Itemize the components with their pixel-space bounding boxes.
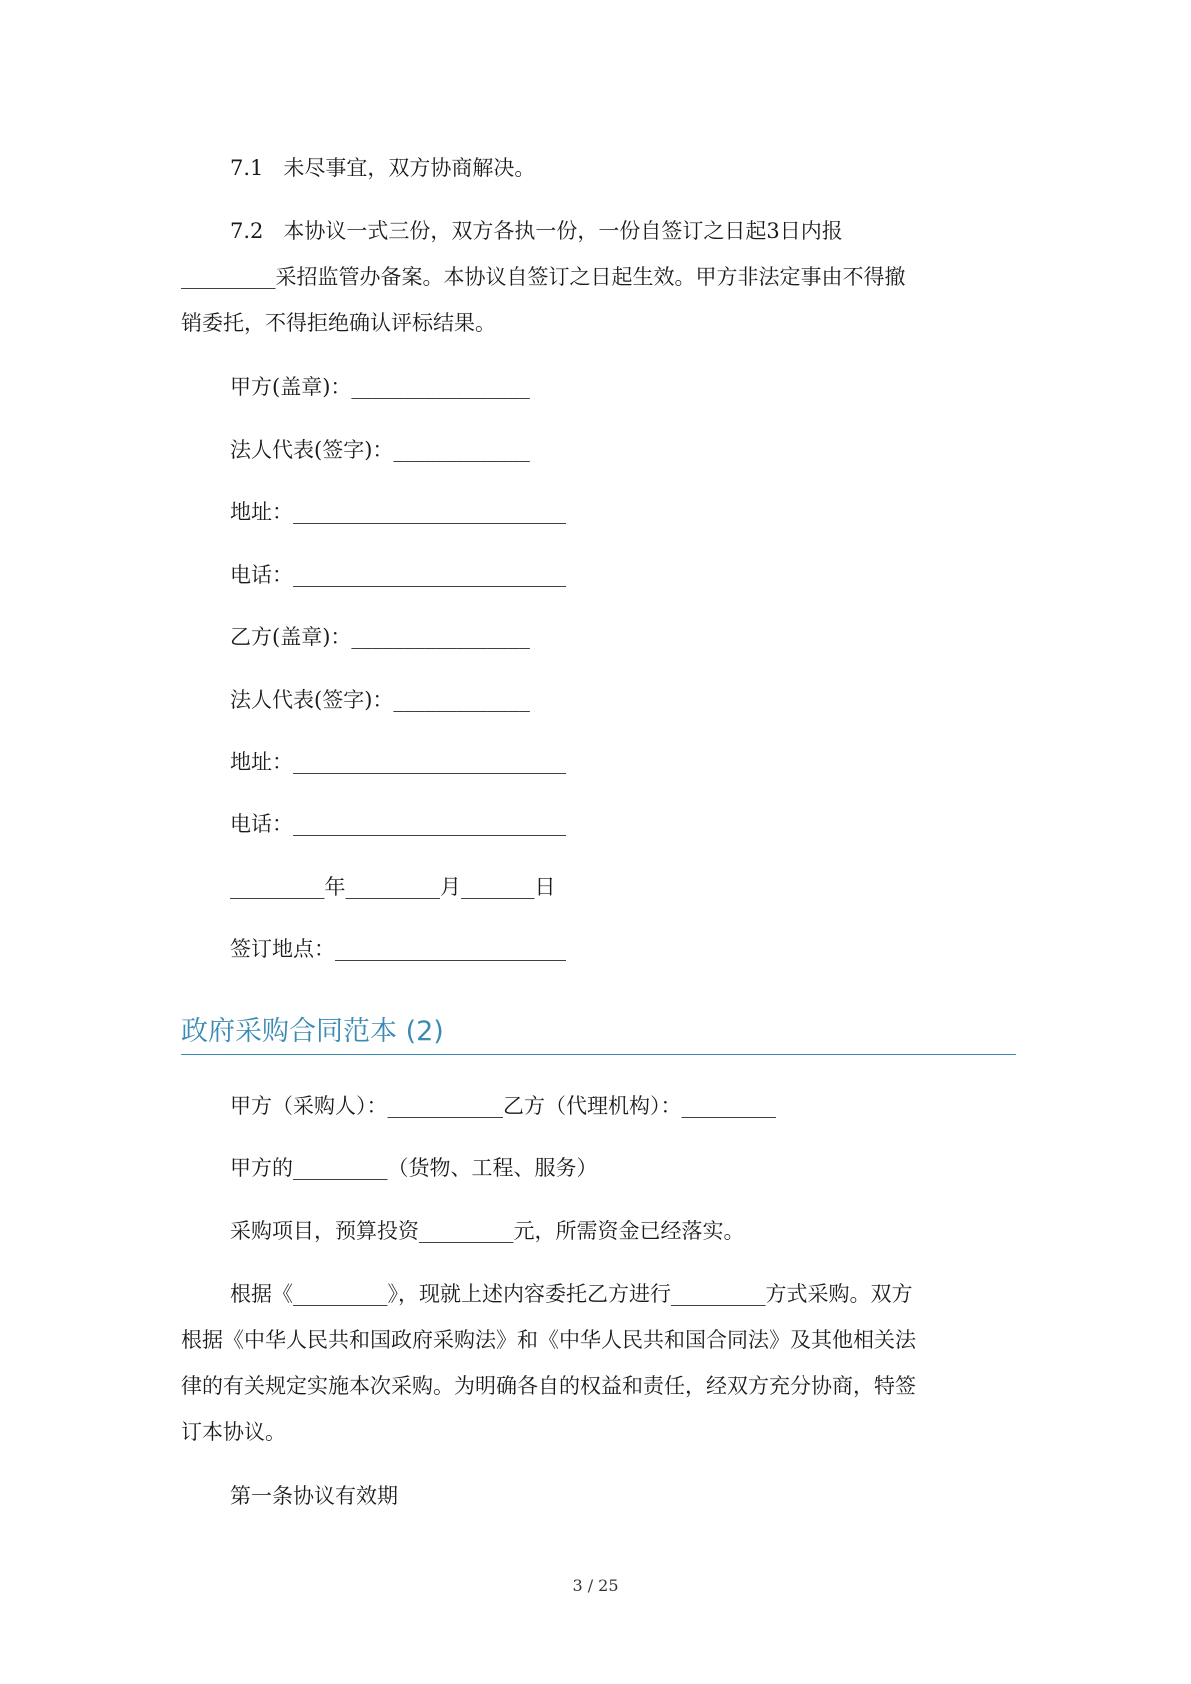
party-b-phone-field: 电话：__________________________ (230, 812, 566, 836)
basis-line-4: 订本协议。 (181, 1420, 286, 1444)
clause-7-2-line-3: 销委托，不得拒绝确认评标结果。 (181, 311, 496, 335)
clause-7-1: 7.1 未尽事宜，双方协商解决。 (230, 156, 536, 180)
basis-line-3: 律的有关规定实施本次采购。为明确各自的权益和责任，经双方充分协商，特签 (181, 1374, 916, 1398)
party-b-seal-field: 乙方(盖章)：_________________ (230, 625, 530, 649)
party-a-phone-field: 电话：__________________________ (230, 563, 566, 587)
party-b-address-field: 地址：__________________________ (230, 750, 566, 774)
basis-line-2: 根据《中华人民共和国政府采购法》和《中华人民共和国合同法》及其他相关法 (181, 1328, 916, 1352)
signing-place-field: 签订地点：______________________ (230, 937, 566, 961)
party-a-address-field: 地址：__________________________ (230, 500, 566, 524)
page-number: 3 / 25 (572, 1576, 619, 1595)
basis-line-1: 根据《_________》，现就上述内容委托乙方进行_________方式采购。双方 (230, 1282, 913, 1306)
heading-underline (181, 1054, 1016, 1055)
party-a-rep-field: 法人代表(签字)：_____________ (230, 438, 530, 462)
article-1-heading: 第一条协议有效期 (230, 1484, 398, 1508)
section-heading: 政府采购合同范本 (2) (181, 1016, 444, 1047)
clause-7-2-line-2: _________采招监管办备案。本协议自签订之日起生效。甲方非法定事由不得撤 (181, 265, 906, 289)
clause-7-2-line-1: 7.2 本协议一式三份，双方各执一份，一份自签订之日起3日内报 (230, 219, 843, 243)
budget-statement: 采购项目，预算投资_________元，所需资金已经落实。 (230, 1219, 745, 1243)
signing-date-field: _________年_________月_______日 (230, 875, 556, 899)
contract-parties: 甲方（采购人）：___________乙方（代理机构）：_________ (230, 1094, 776, 1118)
party-a-seal-field: 甲方(盖章)：_________________ (230, 375, 530, 399)
party-b-rep-field: 法人代表(签字)：_____________ (230, 688, 530, 712)
procurement-type: 甲方的_________（货物、工程、服务） (230, 1156, 598, 1180)
